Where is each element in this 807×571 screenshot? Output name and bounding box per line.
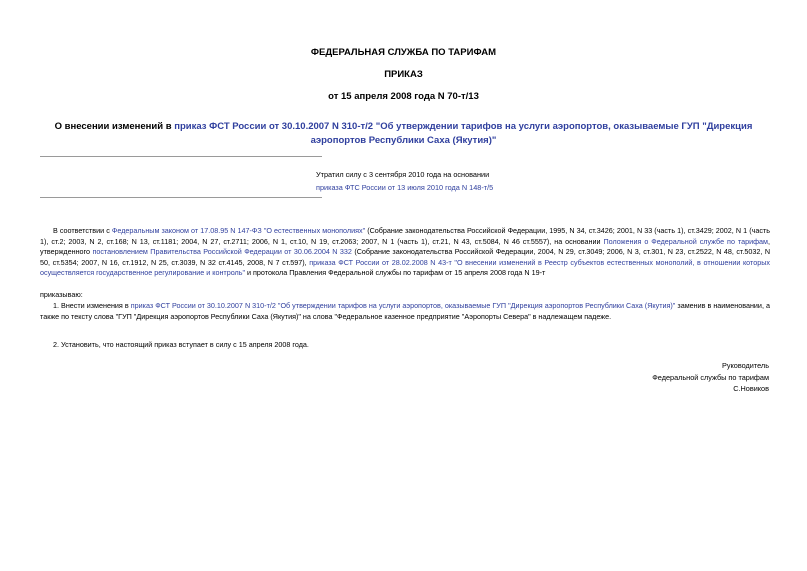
status-text: Утратил силу с 3 сентября 2010 года на основании xyxy=(316,170,490,179)
status-link[interactable]: приказа ФТС России от 13 июля 2010 года N 148-т/5 xyxy=(316,183,494,192)
item-1-order-link[interactable]: приказ ФСТ России от 30.10.2007 N 310-т/2 "Об утверждении тарифов на услуги аэропортов, оказываемые ГУП "Дирекция аэропортов Республики Саха (Якутия)" xyxy=(130,301,676,310)
signature-block xyxy=(652,360,769,395)
item-2-paragraph: 2. Установить, что настоящий приказ вступает в силу с 15 апреля 2008 года. xyxy=(53,340,309,349)
divider-top xyxy=(40,156,322,157)
status-block xyxy=(316,168,493,194)
government-decree-link[interactable]: постановлением Правительства Российской Федерации от 30.06.2004 N 332 xyxy=(92,247,352,256)
document-title xyxy=(40,120,767,148)
agency-heading: ФЕДЕРАЛЬНАЯ СЛУЖБА ПО ТАРИФАМ xyxy=(310,47,497,58)
document-date: от 15 апреля 2008 года N 70-т/13 xyxy=(328,91,479,102)
fst-order-link[interactable]: приказа ФСТ России от 28.02.2008 N 43-т "О внесении изменений в Реестр субъектов естественных монополий, в отношении которых осуществляется государственное регулирование и контроль" xyxy=(40,257,770,277)
preamble-paragraph xyxy=(40,226,770,279)
document-type: ПРИКАЗ xyxy=(384,69,423,80)
title-prefix: О внесении изменений в xyxy=(54,121,175,132)
preamble-text-3: , утвержденного xyxy=(40,236,770,256)
divider-bottom xyxy=(40,197,322,198)
item-1-paragraph xyxy=(40,301,770,322)
signature-name: С.Новиков xyxy=(733,384,769,393)
item-1-text-2: заменив в наименовании, а также по тексту слова "ГУП "Дирекция аэропортов Республики Саха (Якутия)" на слова "Федеральное казенное предприятие "Аэропорты Севера" в надлежащем падеже. xyxy=(40,301,770,321)
preamble-text-4: (Собрание законодательства Российской Федерации, 2004, N 29, ст.3049; 2006, N 3, ст.301, N 23, ст.2522, N 48, ст.5032, N 50, ст.5354; 2007, N 16, ст.1912, N 25, ст.3039, N 32 ст.4145, 2008, N 7 ст.597), xyxy=(40,247,771,267)
preamble-text-1: В соответствии с xyxy=(53,226,112,235)
regulation-link[interactable]: Положения о Федеральной службе по тарифам xyxy=(603,236,768,246)
signature-agency: Федеральной службы по тарифам xyxy=(652,372,769,382)
preamble-text-2: (Собрание законодательства Российской Федерации, 1995, N 34, ст.3426; 2001, N 33 (часть 1), ст.3429; 2002, N 1 (часть 1), ст.2; 2003, N 2, ст.168; N 13, ст.1181; 2004, N 27, ст.2711; 2006, N 1, ст.10, N 19, ст.2063; 2007, N 1 (часть 1), ст.21, N 43, ст.5084, N 46 ст.5557), на основании xyxy=(40,226,770,246)
preamble-text-5: и протокола Правления Федеральной службы по тарифам от 15 апреля 2008 года N 19-т xyxy=(245,268,546,277)
signature-position: Руководитель xyxy=(721,361,769,370)
item-1-text-1: 1. Внести изменения в xyxy=(53,301,131,310)
title-link[interactable]: приказ ФСТ России от 30.10.2007 N 310-т/2 "Об утверждении тарифов на услуги аэропортов, оказываемые ГУП "Дирекция аэропортов Республики Саха (Якутия)" xyxy=(174,121,753,146)
federal-law-link[interactable]: Федеральным законом от 17.08.95 N 147-ФЗ "О естественных монополиях" xyxy=(111,226,366,235)
order-word: приказываю: xyxy=(40,290,83,299)
